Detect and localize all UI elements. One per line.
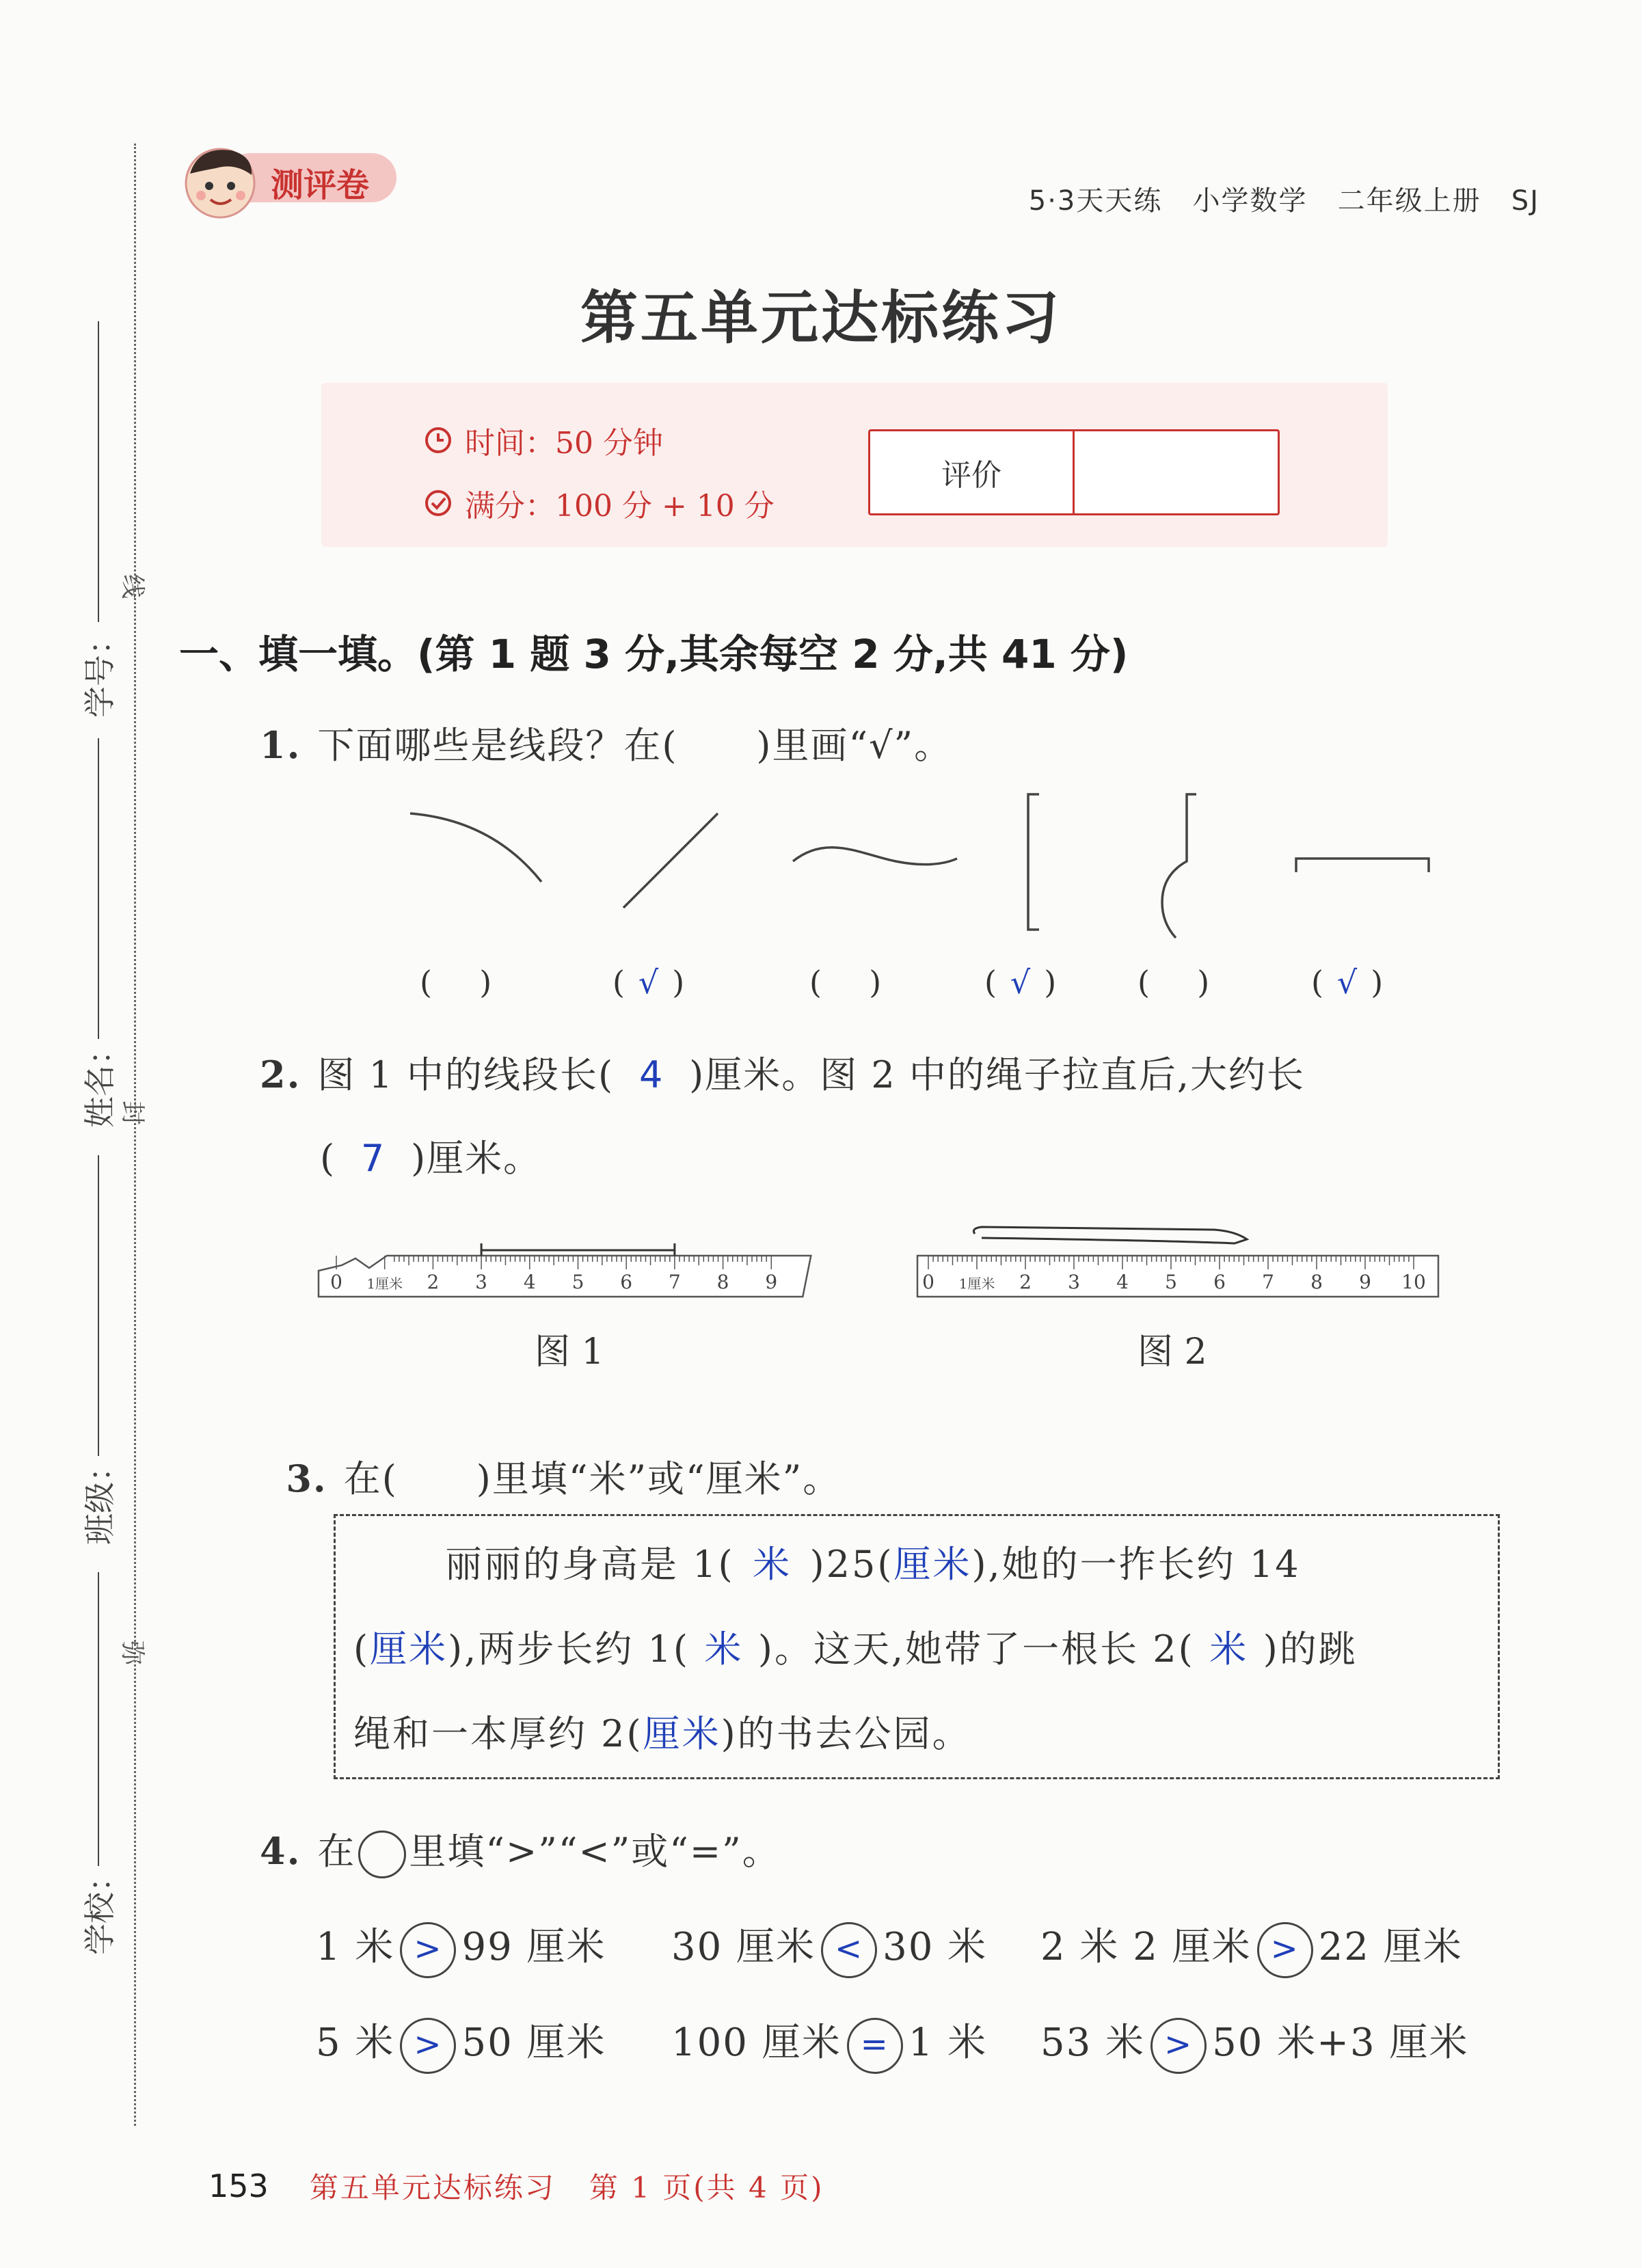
cut-word-xian: 线 — [118, 574, 146, 599]
ruler-label: 1厘米 — [366, 1275, 403, 1292]
ruler-label: 10 — [1401, 1271, 1426, 1293]
cut-line — [134, 144, 136, 2126]
question-number: 1. — [260, 723, 301, 767]
comparison-item — [1040, 1917, 1463, 1978]
question-4 — [260, 1822, 781, 1878]
answer-paren-4: ( √ ) — [984, 964, 1057, 1001]
ruler-label: 2 — [1019, 1271, 1032, 1293]
comparison-item — [671, 2012, 987, 2074]
name-label: 姓名： — [81, 1034, 118, 1128]
ruler-label: 7 — [668, 1271, 681, 1293]
comparison-circle[interactable]: > — [400, 1922, 456, 1978]
answer-paren-3: ( ) — [809, 964, 882, 1001]
comparison-right: 22 厘米 — [1318, 1925, 1463, 1969]
check-circle-icon — [424, 489, 453, 517]
question-text: 在( )里填“米”或“厘米”。 — [343, 1457, 842, 1500]
comparison-right: 1 米 — [908, 2021, 988, 2065]
figure-bracket-d — [1028, 794, 1039, 930]
test-paper-badge — [178, 144, 424, 226]
comparison-circle[interactable]: > — [1257, 1922, 1313, 1978]
question-text: ( — [320, 1137, 336, 1180]
figure-segment-b — [623, 813, 718, 908]
story-text: ( — [353, 1628, 371, 1671]
ruler-label: 1厘米 — [958, 1275, 995, 1292]
answer-unit: 厘米 — [893, 1543, 972, 1586]
school-blank — [98, 1572, 99, 1866]
answer-unit: 厘米 — [370, 1628, 448, 1671]
badge-label: 测评卷 — [271, 166, 370, 204]
story-text: ),两步长约 1( — [448, 1628, 690, 1671]
story-text: )。这天,她带了一根长 2( — [757, 1628, 1195, 1671]
comparison-item — [316, 1917, 606, 1978]
answer-unit: 米 — [1209, 1628, 1249, 1671]
ruler-label: 3 — [475, 1271, 488, 1293]
figure-1-caption: 图 1 — [535, 1332, 604, 1373]
ruler-label: 4 — [523, 1271, 536, 1293]
comparison-circle[interactable]: = — [847, 2018, 903, 2074]
story-text: )的跳 — [1263, 1628, 1358, 1671]
question-text: 里填“>”“<”或“=”。 — [409, 1830, 781, 1873]
figure-curve-a — [410, 813, 541, 882]
question-text: )厘米。图 2 中的绳子拉直后,大约长 — [689, 1053, 1306, 1096]
ruler-label: 9 — [1359, 1271, 1371, 1293]
ruler-label: 8 — [1310, 1271, 1323, 1293]
question-number: 2. — [260, 1053, 301, 1096]
comparison-circle[interactable]: < — [821, 1922, 877, 1978]
page-title: 第五单元达标练习 — [580, 284, 1062, 351]
figure-bracket-f — [1296, 859, 1429, 872]
clock-icon — [424, 426, 453, 455]
answer-paren-5: ( ) — [1138, 964, 1210, 1001]
footer-text: 第五单元达标练习 第 1 页(共 4 页) — [309, 2171, 824, 2204]
comparison-right: 30 米 — [883, 1925, 988, 1969]
comparison-right: 50 厘米 — [461, 2021, 606, 2065]
school-label: 学校： — [81, 1861, 118, 1955]
story-text: )的书去公园。 — [721, 1712, 971, 1755]
ruler-label: 0 — [330, 1271, 342, 1293]
cut-word-feng: 封 — [118, 1101, 146, 1126]
blank-circle-icon — [358, 1831, 406, 1878]
score-row — [424, 481, 775, 525]
comparison-right: 50 米+3 厘米 — [1212, 2021, 1469, 2065]
answer-mark: √ — [1010, 964, 1031, 1001]
ruler-label: 8 — [716, 1271, 729, 1293]
page-footer — [208, 2165, 824, 2206]
figure-hook-e — [1162, 794, 1196, 938]
ruler-label: 7 — [1262, 1271, 1274, 1293]
question-text: )厘米。 — [411, 1137, 542, 1180]
comparison-left: 1 米 — [316, 1925, 395, 1969]
full-score-text: 满分：100 分 + 10 分 — [465, 489, 775, 524]
ruler-label: 3 — [1068, 1271, 1080, 1293]
comparison-left: 53 米 — [1040, 2021, 1146, 2065]
question-number: 3. — [286, 1457, 327, 1500]
story-text: ),她的一拃长约 14 — [971, 1543, 1301, 1586]
question-text: 在 — [317, 1830, 356, 1873]
evaluation-label: 评价 — [870, 431, 1075, 513]
class-label: 班级： — [81, 1450, 118, 1545]
answer-paren-6: ( √ ) — [1311, 964, 1384, 1001]
ruler-label: 9 — [765, 1271, 778, 1293]
story-box — [334, 1514, 1500, 1779]
comparison-left: 30 厘米 — [671, 1925, 816, 1969]
answer-unit: 米 — [753, 1543, 792, 1586]
ruler-figure-2 — [913, 1213, 1446, 1309]
figure-wave-c — [793, 848, 957, 865]
student-id-label: 学号： — [81, 623, 118, 718]
ruler-figure-1 — [314, 1227, 820, 1309]
line-figures — [383, 786, 1477, 957]
question-number: 4. — [260, 1829, 301, 1873]
series-info: 5·3天天练 小学数学 二年级上册 SJ — [1028, 185, 1539, 217]
student-id-blank — [98, 321, 99, 622]
time-row — [424, 418, 663, 462]
question-text: 图 1 中的线段长( — [317, 1053, 615, 1096]
story-text: 绳和一本厚约 2( — [353, 1712, 643, 1755]
answer-paren-2: ( √ ) — [613, 964, 685, 1001]
cut-word-mi: 弥 — [118, 1641, 146, 1666]
ruler-label: 5 — [1165, 1271, 1177, 1293]
answer-unit: 米 — [704, 1628, 744, 1671]
ruler-label: 4 — [1116, 1271, 1129, 1293]
ruler-label: 6 — [1213, 1271, 1226, 1293]
story-line-1 — [445, 1535, 1301, 1588]
section-heading: 一、填一填。(第 1 题 3 分,其余每空 2 分,共 41 分) — [179, 631, 1129, 677]
comparison-left: 2 米 2 厘米 — [1040, 1925, 1252, 1969]
time-text: 时间：50 分钟 — [465, 426, 663, 461]
ruler-label: 2 — [427, 1271, 440, 1293]
evaluation-blank[interactable] — [1075, 431, 1278, 513]
comparison-item — [671, 1917, 987, 1978]
story-line-2 — [353, 1620, 1358, 1673]
question-2 — [260, 1046, 1305, 1098]
page-number: 153 — [208, 2168, 269, 2204]
story-line-3 — [353, 1705, 971, 1757]
ruler-label: 6 — [620, 1271, 633, 1293]
ruler-label: 5 — [571, 1271, 584, 1293]
comparison-item — [1040, 2012, 1468, 2074]
comparison-circle[interactable]: > — [400, 2018, 456, 2074]
answer-rope-length: 7 — [360, 1137, 386, 1180]
answer-paren-1: ( ) — [420, 964, 492, 1001]
comparison-left: 5 米 — [316, 2021, 395, 2065]
question-1 — [260, 716, 952, 769]
ruler-label: 0 — [922, 1271, 934, 1293]
answer-unit: 厘米 — [643, 1712, 721, 1755]
story-text: 丽丽的身高是 1( — [445, 1543, 735, 1586]
comparison-right: 99 厘米 — [461, 1925, 606, 1969]
figure-2-caption: 图 2 — [1138, 1332, 1207, 1373]
answer-mark: √ — [1336, 964, 1358, 1001]
answer-segment-length: 4 — [638, 1053, 664, 1096]
story-text: )25( — [809, 1543, 894, 1586]
name-blank — [98, 738, 99, 1039]
comparison-item — [316, 2012, 606, 2074]
comparison-left: 100 厘米 — [671, 2021, 842, 2065]
question-3 — [260, 1407, 841, 1502]
evaluation-box — [868, 429, 1280, 515]
answer-mark: √ — [638, 964, 659, 1001]
rope — [973, 1227, 1247, 1243]
question-2-cont — [320, 1129, 541, 1182]
question-text: 下面哪些是线段？在( )里画“√”。 — [317, 724, 953, 767]
class-blank — [98, 1155, 99, 1456]
comparison-circle[interactable]: > — [1150, 2018, 1207, 2074]
